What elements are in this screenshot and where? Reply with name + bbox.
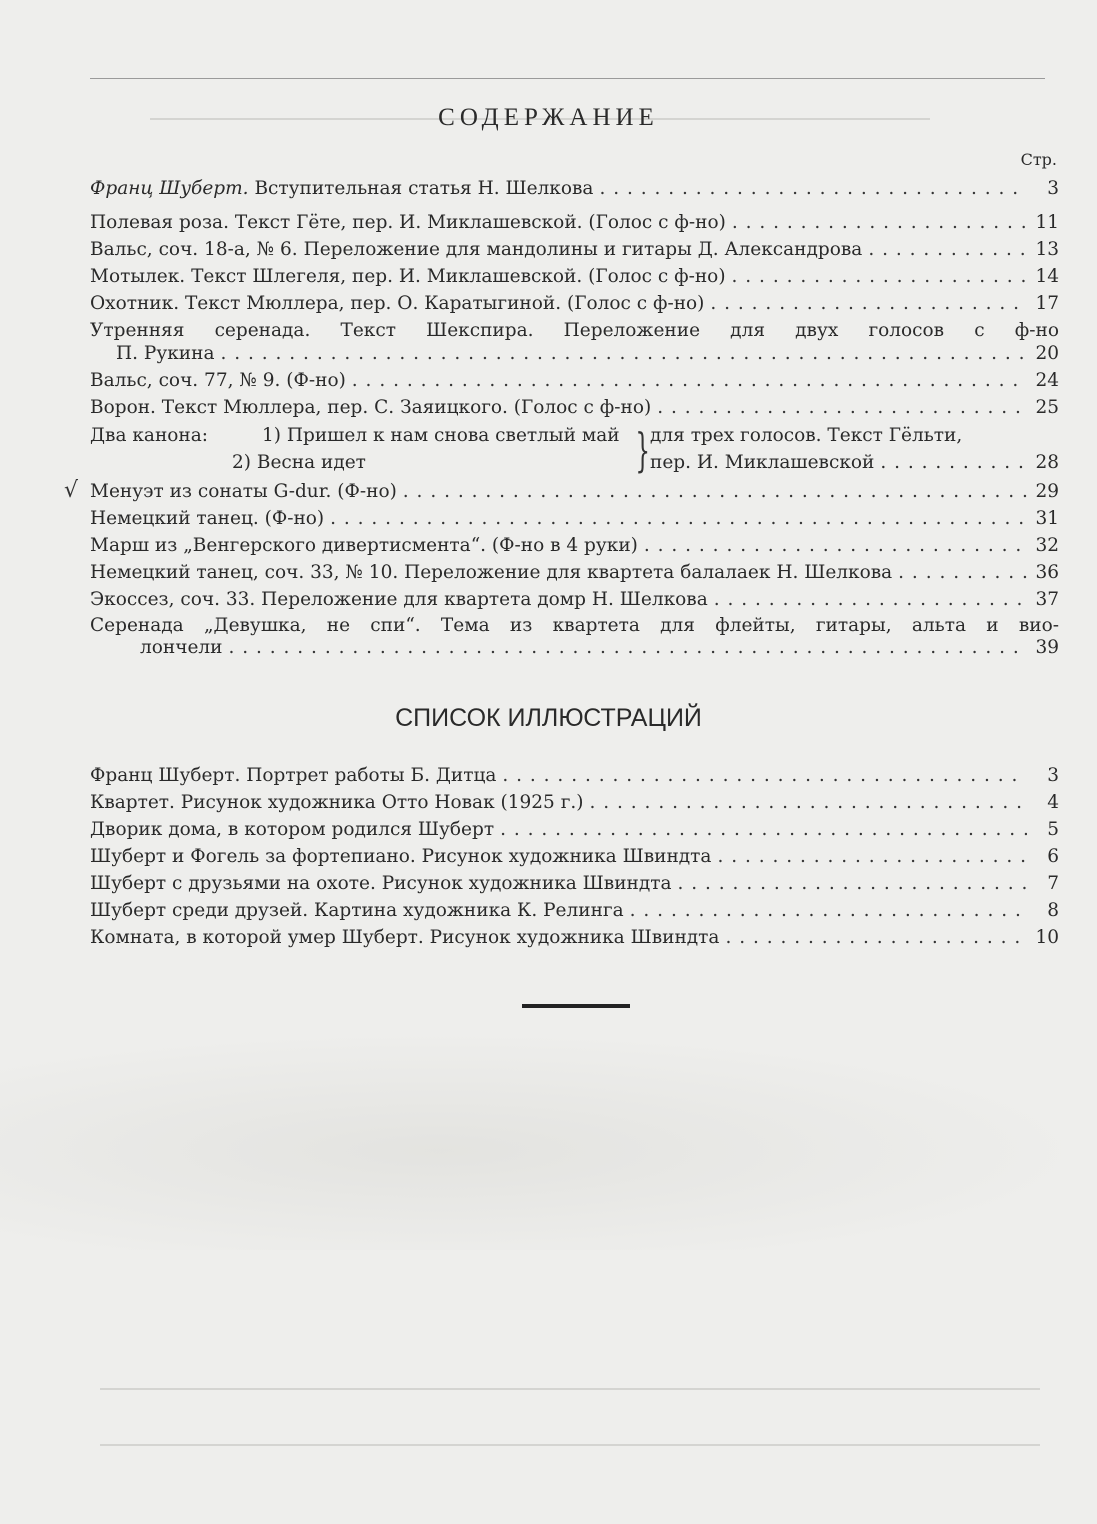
toc-author: Франц Шуберт.: [90, 178, 249, 199]
paper-stain: [0, 1030, 1097, 1250]
toc-entry: [90, 588, 1059, 612]
illustration-entry: [90, 818, 1059, 842]
toc-entry-text: лончели: [140, 637, 223, 658]
toc-page: 11: [1035, 212, 1059, 233]
illustration-page: 8: [1047, 900, 1059, 921]
toc-entry: [90, 507, 1059, 531]
toc-page: 14: [1035, 266, 1059, 287]
toc-entry-text: Вальс, соч. 77, № 9. (Ф-но): [90, 370, 346, 391]
illustrations-title: СПИСОК ИЛЛЮСТРАЦИЙ: [395, 704, 702, 732]
toc-page: 13: [1035, 239, 1059, 260]
toc-entry: [90, 396, 1059, 420]
canon-description-line2: [650, 452, 1059, 473]
toc-page: 20: [1035, 343, 1059, 364]
toc-entry-text: Немецкий танец. (Ф-но): [90, 508, 325, 529]
illustration-entry: [90, 764, 1059, 788]
illustration-page: 7: [1047, 873, 1059, 894]
toc-entry-text: Вальс, соч. 18-а, № 6. Переложение для мандолины и гитары Д. Александрова: [90, 239, 863, 260]
illustration-page: 6: [1047, 846, 1059, 867]
illustration-entry: [90, 845, 1059, 869]
toc-page: 37: [1035, 589, 1059, 610]
illustration-entry: [90, 926, 1059, 950]
toc-entry-text: Немецкий танец, соч. 33, № 10. Переложение для квартета балалаек Н. Шелкова: [90, 562, 893, 583]
toc-page: 39: [1035, 637, 1059, 658]
toc-entry: [90, 292, 1059, 316]
illustration-entry: [90, 872, 1059, 896]
illustration-page: 4: [1047, 792, 1059, 813]
reverse-bleed-bottom: [100, 1388, 1040, 1446]
illustration-text: Квартет. Рисунок художника Отто Новак (1925 г.): [90, 792, 584, 813]
toc-entry: [90, 211, 1059, 235]
illustration-text: Шуберт с друзьями на охоте. Рисунок художника Швиндта: [90, 873, 672, 894]
toc-page: 36: [1035, 562, 1059, 583]
toc-page: 29: [1035, 481, 1059, 502]
closing-rule: [522, 1004, 630, 1008]
illustration-page: 5: [1047, 819, 1059, 840]
canons-title: Два канона:: [90, 425, 209, 446]
illustration-text: Шуберт среди друзей. Картина художника К. Релинга: [90, 900, 624, 921]
illustration-text: Комната, в которой умер Шуберт. Рисунок художника Швиндта: [90, 927, 720, 948]
toc-entry-text: Менуэт из сонаты G-dur. (Ф-но): [90, 481, 397, 502]
contents-title: СОДЕРЖАНИЕ: [438, 104, 659, 131]
toc-entry-text: П. Рукина: [116, 343, 215, 364]
illustration-text: Франц Шуберт. Портрет работы Б. Дитца: [90, 765, 497, 786]
illustration-entry: [90, 899, 1059, 923]
toc-entry-text: Вступительная статья Н. Шелкова: [248, 178, 594, 199]
canon-item-2: 2) Весна идет: [232, 452, 366, 473]
toc-entry-text: Полевая роза. Текст Гёте, пер. И. Миклашевской. (Голос с ф-но): [90, 212, 726, 233]
canon-translator: пер. И. Миклашевской: [650, 452, 875, 473]
toc-page: 32: [1035, 535, 1059, 556]
brace-icon: }: [635, 423, 650, 477]
toc-entry: [140, 636, 1059, 660]
toc-entry: [90, 369, 1059, 393]
illustration-page: 3: [1047, 765, 1059, 786]
toc-page: 17: [1035, 293, 1059, 314]
top-rule: [90, 78, 1045, 79]
toc-entry: [90, 265, 1059, 289]
toc-entry: [90, 177, 1059, 201]
toc-entry: [116, 342, 1059, 366]
illustration-entry: [90, 791, 1059, 815]
illustration-page: 10: [1035, 927, 1059, 948]
toc-page: 3: [1047, 178, 1059, 199]
toc-page: 25: [1035, 397, 1059, 418]
toc-page: 24: [1035, 370, 1059, 391]
handwritten-checkmark: √: [64, 478, 79, 503]
toc-page: 31: [1035, 508, 1059, 529]
toc-entry: [90, 480, 1059, 504]
toc-entry: [90, 238, 1059, 262]
illustration-text: Дворик дома, в котором родился Шуберт: [90, 819, 495, 840]
toc-entry-text: Мотылек. Текст Шлегеля, пер. И. Миклашевской. (Голос с ф-но): [90, 266, 726, 287]
toc-entry-text: Охотник. Текст Мюллера, пер. О. Каратыгиной. (Голос с ф-но): [90, 293, 705, 314]
page-column-label: Стр.: [1020, 150, 1057, 169]
illustration-text: Шуберт и Фогель за фортепиано. Рисунок художника Швиндта: [90, 846, 712, 867]
toc-entry-line1: Серенада „Девушка, не спи“. Тема из квартета для флейты, гитары, альта и вио-: [90, 615, 1059, 636]
toc-entry-text: Экоссез, соч. 33. Переложение для квартета домр Н. Шелкова: [90, 589, 708, 610]
toc-entry-line1: Утренняя серенада. Текст Шекспира. Переложение для двух голосов с ф-но: [90, 320, 1059, 341]
toc-entry: [90, 534, 1059, 558]
toc-entry-text: Ворон. Текст Мюллера, пер. С. Заяицкого. (Голос с ф-но): [90, 397, 652, 418]
toc-entry: [90, 561, 1059, 585]
toc-entry-text: Марш из „Венгерского дивертисмента“. (Ф-но в 4 руки): [90, 535, 638, 556]
canon-description: для трех голосов. Текст Гёльти,: [650, 425, 963, 446]
toc-page: 28: [1035, 452, 1059, 473]
canon-item-1: 1) Пришел к нам снова светлый май: [262, 425, 620, 446]
